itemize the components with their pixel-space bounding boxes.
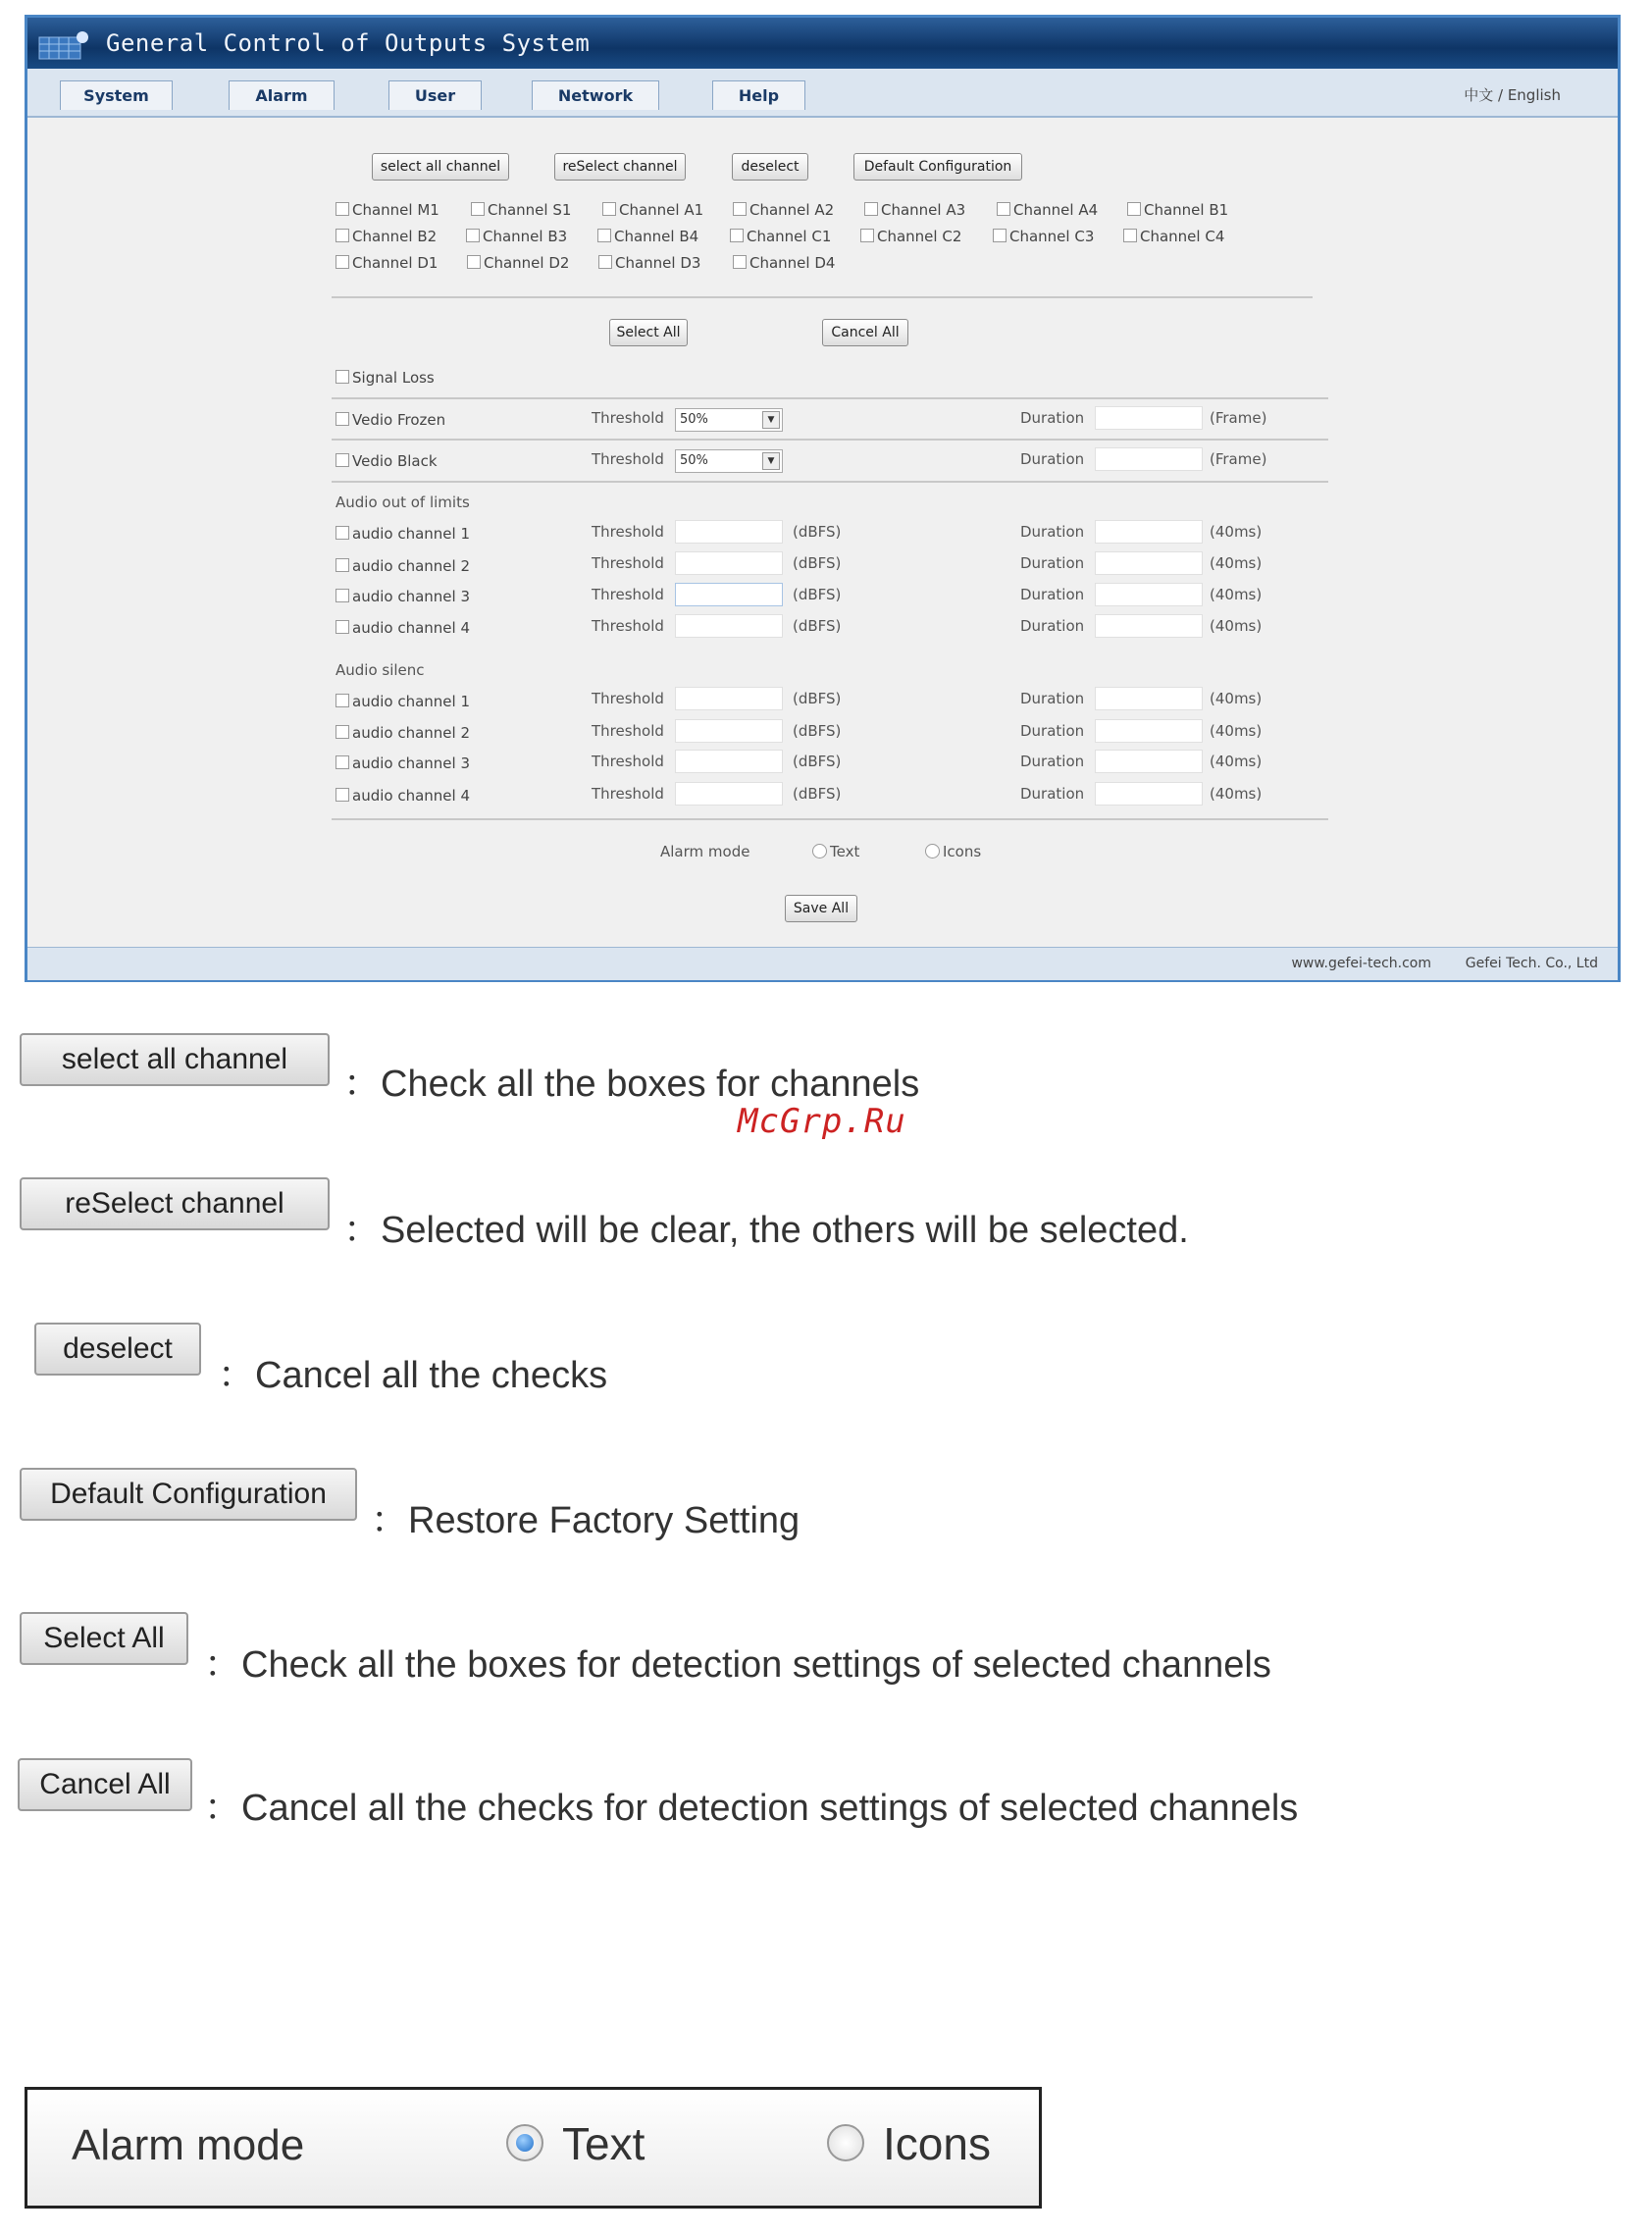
legend-button-select-all-channel: select all channel [20,1033,330,1086]
select-all-button[interactable]: Select All [609,319,688,346]
duration-label: Duration [1020,617,1085,635]
nav-tab-user[interactable]: User [388,80,482,110]
video-frozen-checkbox[interactable]: Vedio Frozen [336,410,445,430]
status-bar [27,947,1618,980]
channel-checkbox[interactable]: Channel B2 [336,227,437,246]
channel-checkbox[interactable]: Channel A3 [864,200,965,220]
threshold-label: Threshold [592,554,664,572]
threshold-input[interactable] [675,782,783,806]
audio-silence-checkbox[interactable]: audio channel 2 [336,723,470,743]
duration-label: Duration [1020,722,1085,740]
chevron-down-icon: ▼ [762,411,780,429]
divider [332,481,1328,483]
unit-label: (40ms) [1210,722,1263,740]
alarm-mode-text-radio[interactable]: Text [812,842,859,861]
channel-checkbox[interactable]: Channel C4 [1123,227,1224,246]
video-black-checkbox[interactable]: Vedio Black [336,451,438,471]
divider [332,296,1313,298]
threshold-input[interactable] [675,583,783,606]
channel-checkbox[interactable]: Channel B1 [1127,200,1228,220]
legend-description: ：Check all the boxes for channels [343,1064,920,1105]
unit-label: (dBFS) [793,690,842,707]
alarm-text-option: Text [562,2118,645,2169]
audio-silence-checkbox[interactable]: audio channel 3 [336,754,470,773]
channel-checkbox[interactable]: Channel D3 [598,253,700,273]
duration-label: Duration [1020,554,1085,572]
unit-label: (40ms) [1210,586,1263,603]
unit-label: (dBFS) [793,617,842,635]
unit-label: (40ms) [1210,785,1263,803]
unit-label: (dBFS) [793,586,842,603]
channel-checkbox[interactable]: Channel C1 [730,227,831,246]
audio-out-checkbox[interactable]: audio channel 2 [336,556,470,576]
channel-checkbox[interactable]: Channel B4 [597,227,698,246]
nav-bar [27,69,1618,118]
nav-tab-alarm[interactable]: Alarm [229,80,335,110]
radio-selected-icon [506,2124,543,2161]
threshold-label: Threshold [592,722,664,740]
audio-silence-checkbox[interactable]: audio channel 1 [336,692,470,711]
footer-website: www.gefei-tech.com [1291,956,1431,971]
globe-logo-icon [37,29,92,61]
duration-input[interactable] [1095,447,1203,471]
audio-out-checkbox[interactable]: audio channel 1 [336,524,470,544]
channel-checkbox[interactable]: Channel A2 [733,200,834,220]
save-all-button[interactable]: Save All [785,895,857,922]
legend-description: ：Check all the boxes for detection settings of selected channels [204,1644,1271,1686]
nav-tab-system[interactable]: System [60,80,173,110]
channel-checkbox[interactable]: Channel C3 [993,227,1094,246]
duration-label: Duration [1020,753,1085,770]
unit-label: (40ms) [1210,753,1263,770]
threshold-label: Threshold [592,586,664,603]
select-all-channel-button[interactable]: select all channel [372,153,509,181]
title-bar [27,18,1618,69]
unit-label: (dBFS) [793,753,842,770]
language-switch[interactable]: 中文 / English [1464,86,1561,104]
duration-label: Duration [1020,785,1085,803]
radio-icon [812,844,827,858]
duration-input[interactable] [1095,551,1203,575]
alarm-mode-label: Alarm mode [660,843,750,860]
unit-label: (40ms) [1210,690,1263,707]
unit-label: (40ms) [1210,554,1263,572]
alarm-icons-option: Icons [883,2118,991,2169]
channel-checkbox[interactable]: Channel B3 [466,227,567,246]
duration-label: Duration [1020,450,1085,468]
duration-label: Duration [1020,523,1085,541]
duration-input[interactable] [1095,520,1203,544]
divider [332,818,1328,820]
threshold-input[interactable] [675,520,783,544]
duration-input[interactable] [1095,687,1203,710]
alarm-mode-icons-radio[interactable]: Icons [925,842,981,861]
threshold-label: Threshold [592,450,664,468]
channel-checkbox[interactable]: Channel D2 [467,253,569,273]
unit-label: (dBFS) [793,785,842,803]
threshold-label: Threshold [592,523,664,541]
channel-checkbox[interactable]: Channel A1 [602,200,703,220]
alarm-settings-panel [27,116,1618,947]
duration-input[interactable] [1095,614,1203,638]
section-title: Audio out of limits [336,494,470,511]
duration-input[interactable] [1095,782,1203,806]
unit-label: (dBFS) [793,523,842,541]
legend-button-default-configuration: Default Configuration [20,1468,357,1521]
unit-label: (Frame) [1210,450,1267,468]
channel-checkbox[interactable]: Channel D4 [733,253,835,273]
threshold-input[interactable] [675,719,783,743]
duration-input[interactable] [1095,583,1203,606]
channel-checkbox[interactable]: Channel S1 [471,200,571,220]
radio-unselected-icon [827,2124,864,2161]
threshold-input[interactable] [675,750,783,773]
threshold-input[interactable] [675,687,783,710]
app-window [25,15,1621,982]
radio-icon [925,844,940,858]
nav-tab-help[interactable]: Help [712,80,805,110]
duration-label: Duration [1020,409,1085,427]
legend-description: ：Cancel all the checks for detection settings of selected channels [204,1788,1299,1829]
threshold-label: Threshold [592,785,664,803]
section-title: Audio silenc [336,661,425,679]
default-configuration-button[interactable]: Default Configuration [853,153,1022,181]
legend-description: ：Selected will be clear, the others will be selected. [343,1210,1189,1251]
threshold-label: Threshold [592,753,664,770]
channel-checkbox[interactable]: Channel M1 [336,200,439,220]
reselect-channel-button[interactable]: reSelect channel [554,153,686,181]
channel-checkbox[interactable]: Channel D1 [336,253,438,273]
audio-out-checkbox[interactable]: audio channel 3 [336,587,470,606]
duration-input[interactable] [1095,719,1203,743]
threshold-label: Threshold [592,690,664,707]
threshold-input[interactable] [675,551,783,575]
chevron-down-icon: ▼ [762,452,780,470]
app-title: General Control of Outputs System [106,29,591,57]
threshold-select[interactable]: 50% ▼ [675,449,783,473]
legend-button-reselect-channel: reSelect channel [20,1177,330,1230]
divider [332,397,1328,399]
duration-input[interactable] [1095,406,1203,430]
unit-label: (dBFS) [793,554,842,572]
nav-tab-network[interactable]: Network [532,80,659,110]
threshold-select[interactable]: 50% ▼ [675,408,783,432]
legend-description: ：Cancel all the checks [218,1355,608,1396]
channel-checkbox[interactable]: Channel C2 [860,227,961,246]
legend-button-select-all: Select All [20,1612,188,1665]
legend-button-deselect: deselect [34,1323,201,1376]
unit-label: (40ms) [1210,523,1263,541]
cancel-all-button[interactable]: Cancel All [822,319,908,346]
deselect-button[interactable]: deselect [732,153,808,181]
alarm-mode-example [25,2087,1042,2209]
threshold-input[interactable] [675,614,783,638]
unit-label: (40ms) [1210,617,1263,635]
footer-company: Gefei Tech. Co., Ltd [1465,956,1598,971]
signal-loss-checkbox[interactable]: Signal Loss [336,368,435,388]
duration-label: Duration [1020,586,1085,603]
threshold-label: Threshold [592,409,664,427]
duration-label: Duration [1020,690,1085,707]
legend-description: ：Restore Factory Setting [371,1500,800,1541]
divider [332,439,1328,441]
watermark: McGrp.Ru [738,1102,906,1141]
duration-input[interactable] [1095,750,1203,773]
alarm-mode-label: Alarm mode [72,2121,305,2169]
channel-checkbox[interactable]: Channel A4 [997,200,1098,220]
unit-label: (dBFS) [793,722,842,740]
threshold-label: Threshold [592,617,664,635]
legend-button-cancel-all: Cancel All [18,1758,192,1811]
unit-label: (Frame) [1210,409,1267,427]
audio-out-checkbox[interactable]: audio channel 4 [336,618,470,638]
audio-silence-checkbox[interactable]: audio channel 4 [336,786,470,806]
